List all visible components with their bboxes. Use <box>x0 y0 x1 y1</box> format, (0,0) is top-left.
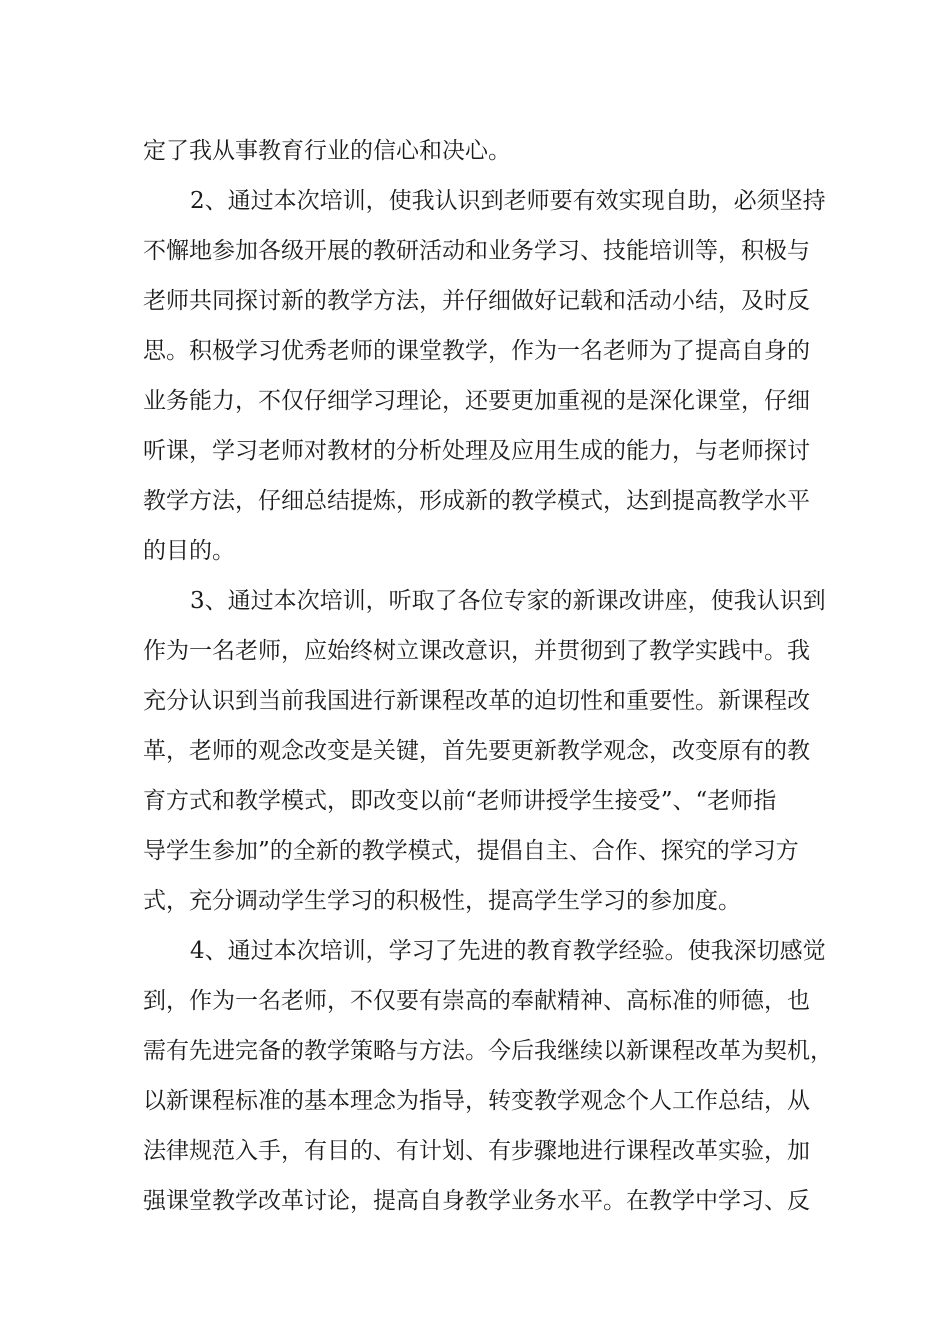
text-line: 需有先进完备的教学策略与方法。今后我继续以新课程改革为契机， <box>143 1038 833 1064</box>
text-line: 导学生参加”的全新的教学模式，提倡自主、合作、探究的学习方 <box>143 838 799 864</box>
text-line: 不懈地参加各级开展的教研活动和业务学习、技能培训等，积极与 <box>143 238 810 264</box>
text-line: 法律规范入手，有目的、有计划、有步骤地进行课程改革实验，加 <box>143 1138 810 1164</box>
text-line: 业务能力，不仅仔细学习理论，还要更加重视的是深化课堂，仔细 <box>143 388 810 414</box>
text-line: 2、通过本次培训，使我认识到老师要有效实现自助，必须坚持 <box>190 188 826 214</box>
text-line: 听课，学习老师对教材的分析处理及应用生成的能力，与老师探讨 <box>143 438 810 464</box>
text-line: 思。积极学习优秀老师的课堂教学，作为一名老师为了提高自身的 <box>143 338 810 364</box>
text-line: 定了我从事教育行业的信心和决心。 <box>143 138 511 164</box>
text-line: 教学方法，仔细总结提炼，形成新的教学模式，达到提高教学水平 <box>143 488 810 514</box>
text-line: 强课堂教学改革讨论，提高自身教学业务水平。在教学中学习、反 <box>143 1188 810 1214</box>
text-line: 革，老师的观念改变是关键，首先要更新教学观念，改变原有的教 <box>143 738 810 764</box>
text-line: 4、通过本次培训，学习了先进的教育教学经验。使我深切感觉 <box>190 938 826 964</box>
text-line: 式，充分调动学生学习的积极性，提高学生学习的参加度。 <box>143 888 741 914</box>
text-line: 充分认识到当前我国进行新课程改革的迫切性和重要性。新课程改 <box>143 688 810 714</box>
text-line: 作为一名老师，应始终树立课改意识，并贯彻到了教学实践中。我 <box>143 638 810 664</box>
text-line: 育方式和教学模式，即改变以前“老师讲授学生接受”、“老师指 <box>143 788 777 814</box>
text-line: 3、通过本次培训，听取了各位专家的新课改讲座，使我认识到 <box>190 588 826 614</box>
text-line: 老师共同探讨新的教学方法，并仔细做好记载和活动小结，及时反 <box>143 288 810 314</box>
text-line: 以新课程标准的基本理念为指导，转变教学观念个人工作总结，从 <box>143 1088 810 1114</box>
text-line: 到，作为一名老师，不仅要有崇高的奉献精神、高标准的师德，也 <box>143 988 810 1014</box>
text-line: 的目的。 <box>143 538 235 564</box>
